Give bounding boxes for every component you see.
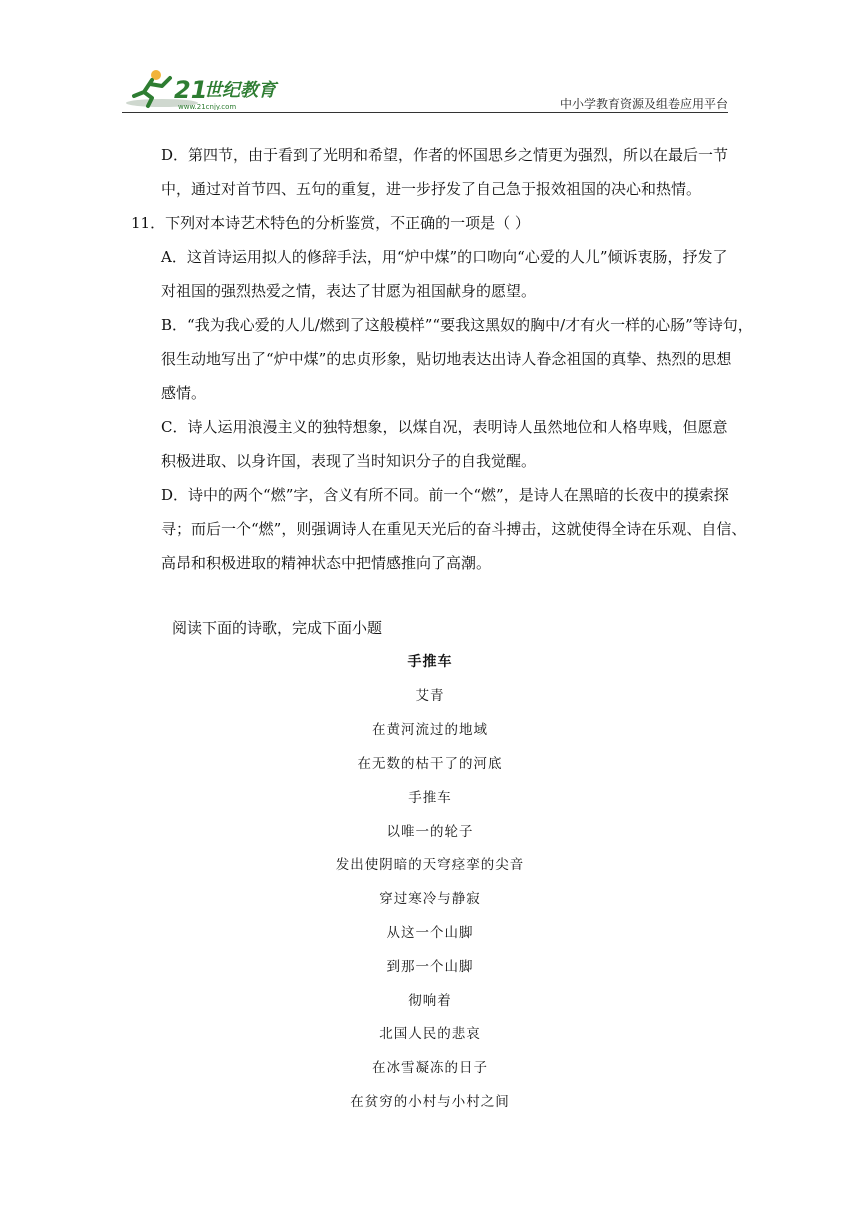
header-divider bbox=[122, 112, 728, 113]
q11-option-b-line1: B．“我为我心爱的人儿/燃到了这般模样”“要我这黑奴的胸中/才有火一样的心肠”等诗句， bbox=[161, 316, 753, 334]
poem-title: 手推车 bbox=[407, 654, 453, 670]
poem-author: 艾青 bbox=[415, 688, 445, 704]
q11-option-d-line2: 寻；而后一个“燃”，则强调诗人在重见天光后的奋斗搏击，这就使得全诗在乐观、自信、 bbox=[161, 520, 747, 538]
q11-option-a-line2: 对祖国的强烈热爱之情，表达了甘愿为祖国献身的愿望。 bbox=[161, 282, 537, 300]
poem-line: 发出使阴暗的天穹痉挛的尖音 bbox=[335, 857, 525, 873]
poem-line: 在冰雪凝冻的日子 bbox=[372, 1060, 488, 1076]
q11-option-c-line2: 积极进取、以身许国，表现了当时知识分子的自我觉醒。 bbox=[161, 452, 537, 470]
q11-option-a-line1: A．这首诗运用拟人的修辞手法，用“炉中煤”的口吻向“心爱的人儿”倾诉衷肠，抒发了 bbox=[161, 248, 728, 266]
poem-line: 彻响着 bbox=[408, 993, 452, 1009]
poem-line: 北国人民的悲哀 bbox=[379, 1026, 481, 1042]
poem-line: 在贫穷的小村与小村之间 bbox=[350, 1094, 510, 1110]
page-header bbox=[122, 62, 728, 114]
poem-line: 在无数的枯干了的河底 bbox=[357, 756, 503, 772]
q11-option-b-line3: 感情。 bbox=[161, 384, 207, 402]
poem-line: 手推车 bbox=[408, 790, 452, 806]
q11-option-b-line2: 很生动地写出了“炉中煤”的忠贞形象，贴切地表达出诗人眷念祖国的真挚、热烈的思想 bbox=[161, 350, 732, 368]
poem-line: 穿过寒冷与静寂 bbox=[379, 891, 481, 907]
q11-stem: 11．下列对本诗艺术特色的分析鉴赏，不正确的一项是（ ） bbox=[131, 214, 530, 232]
q10-option-d-line2: 中，通过对首节四、五句的重复，进一步抒发了自己急于报效祖国的决心和热情。 bbox=[161, 180, 702, 198]
q11-option-d-line3: 高昂和积极进取的精神状态中把情感推向了高潮。 bbox=[161, 554, 492, 572]
q10-option-d-line1: D．第四节，由于看到了光明和希望，作者的怀国思乡之情更为强烈，所以在最后一节 bbox=[161, 146, 729, 164]
poem-line: 以唯一的轮子 bbox=[386, 824, 474, 840]
brand-logo-icon bbox=[122, 66, 302, 110]
svg-text:21: 21 bbox=[174, 76, 208, 104]
svg-text:www.21cnjy.com: www.21cnjy.com bbox=[178, 103, 237, 110]
poem-line: 从这一个山脚 bbox=[386, 925, 474, 941]
svg-text:世纪教育: 世纪教育 bbox=[204, 80, 276, 101]
poem-line: 到那一个山脚 bbox=[386, 959, 474, 975]
reading-instruction: 阅读下面的诗歌，完成下面小题 bbox=[172, 619, 383, 637]
q11-option-d-line1: D．诗中的两个“燃”字，含义有所不同。前一个“燃”，是诗人在黑暗的长夜中的摸索探 bbox=[161, 486, 729, 504]
poem-line: 在黄河流过的地域 bbox=[372, 722, 488, 738]
platform-label: 中小学教育资源及组卷应用平台 bbox=[559, 97, 728, 111]
q11-option-c-line1: C．诗人运用浪漫主义的独特想象，以煤自况，表明诗人虽然地位和人格卑贱，但愿意 bbox=[161, 418, 728, 436]
